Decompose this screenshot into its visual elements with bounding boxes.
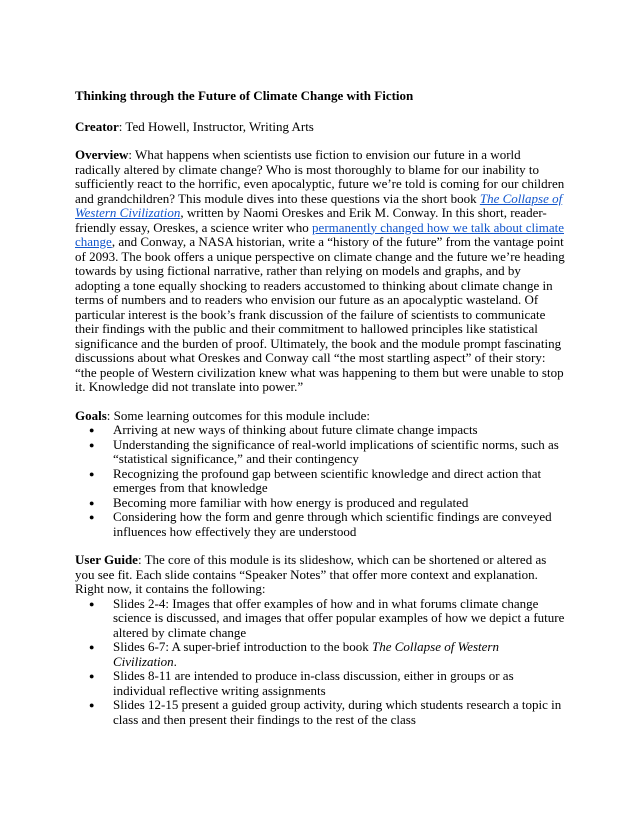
user-guide-label: User Guide	[75, 552, 138, 567]
list-item	[75, 597, 565, 641]
goals-intro	[75, 409, 565, 424]
list-item-text: Slides 12-15 present a guided group activity, during which students research a topic in class and then present their findings to the rest of the class	[113, 697, 562, 727]
list-item	[75, 669, 565, 698]
goals-label: Goals	[75, 407, 107, 423]
book-link[interactable]: The Collapse of Western Civilization	[75, 190, 563, 220]
document-body	[75, 89, 565, 741]
list-item	[75, 698, 565, 727]
overview-text-2: , written by Naomi Oreskes and Erik M. Conway. In this short, reader-friendly essay, Oreskes, a science writer who	[75, 205, 547, 235]
climate-talk-link[interactable]: permanently changed how we talk about climate change	[75, 219, 565, 249]
list-item: ● Recognizing the profound gap between scientific knowledge and direct action that emerges from that knowledge	[75, 467, 565, 496]
overview-paragraph	[75, 148, 565, 395]
creator-value: : Ted Howell, Instructor, Writing Arts	[118, 118, 314, 134]
creator-label: Creator	[75, 118, 119, 134]
list-item: ● Understanding the significance of real-world implications of scientific norms, such as “statistical significance,” and their contingency	[75, 438, 565, 467]
list-item: ● Considering how the form and genre through which scientific findings are conveyed influences how effectively they are understood	[75, 510, 565, 539]
list-item: ● Arriving at new ways of thinking about future climate change impacts	[75, 423, 565, 438]
user-guide-list	[75, 597, 565, 728]
list-item-suffix: .	[173, 653, 177, 669]
list-item: ● Becoming more familiar with how energy is produced and regulated	[75, 496, 565, 511]
user-guide-intro-text: : The core of this module is its slideshow, which can be shortened or altered as you see fit. Each slide contains “Speaker Notes” that offer more context and explanation. Right now, it contains the following:	[75, 552, 547, 596]
user-guide-intro	[75, 553, 565, 597]
goals-intro-text: : Some learning outcomes for this module include:	[106, 407, 370, 423]
overview-text-1: : What happens when scientists use fiction to envision our future in a world radically altered by climate change? Who is most thoroughly to blame for our inability to sufficiently react to the horrific, even apocalyptic, future we’re told is coming for our children and grandchildren? This module dives into these questions via the short book	[75, 147, 565, 206]
list-item-text: Slides 6-7: A super-brief introduction to the book	[113, 639, 372, 654]
creator-line	[75, 120, 565, 135]
overview-text-3: , and Conway, a NASA historian, write a “history of the future” from the vantage point of 2093. The book offers a unique perspective on climate change and the future we’re heading towards by using fictional narrative, rather than relying on models and graphs, and by adopting a tone equally shocking to readers accustomed to thinking about climate change in terms of numbers and to readers who envision our future as an apocalyptic wasteland. Of particular interest is the book’s frank discussion of the failure of scientists to communicate their findings with the public and their commitment to hallowed principles like statistical significance and the burden of proof. Ultimately, the book and the module prompt fascinating discussions about what Oreskes and Conway call “the most startling aspect” of their story: “the people of Western civilization knew what was happening to them but were unable to stop it. Knowledge did not translate into power.”	[75, 234, 565, 394]
list-item	[75, 640, 565, 669]
list-item-text: Slides 8-11 are intended to produce in-class discussion, either in groups or as individual reflective writing assignments	[113, 668, 514, 698]
book-title: The Collapse of Western Civilization	[113, 639, 499, 669]
document-title: Thinking through the Future of Climate Change with Fiction	[75, 88, 414, 103]
overview-label: Overview	[75, 147, 129, 162]
list-item-text: Slides 2-4: Images that offer examples of how and in what forums climate change science is discussed, and images that offer popular examples of how we depict a future altered by climate change	[113, 595, 565, 640]
goals-list	[75, 423, 565, 539]
